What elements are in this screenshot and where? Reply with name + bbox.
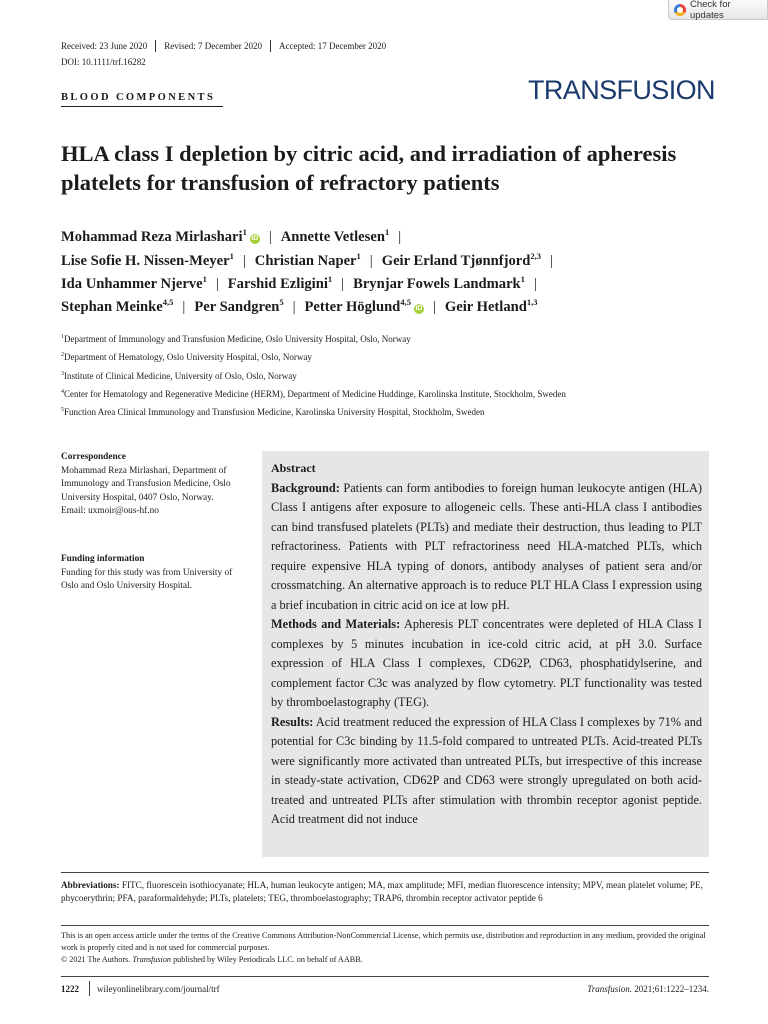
author-line-3: [61, 276, 701, 293]
section-heading: BLOOD COMPONENTS: [61, 92, 216, 103]
divider: |: [268, 229, 272, 245]
abstract-results-text: Acid treatment reduced the expression of HLA Class I complexes by 71% and potential for C3c binding by 11.5-fold compared to untreated PLTs. Acid-treated PLTs were significantly more activated than untreated PLTs, but irrespective of this increase in steady-state activation, CD62P and CD63 were strongly upregulated on both acid-treated and untreated PLTs after stimulation with thrombin receptor agonist peptide. Acid treatment did not induce: [271, 714, 702, 826]
author-name[interactable]: Geir Erland Tjønnfjord: [381, 253, 531, 269]
copyright-prefix: © 2021 The Authors.: [61, 955, 131, 964]
abbreviations-text: FITC, fluorescein isothiocyanate; HLA, human leukocyte antigen; MA, max amplitude; MFI, median fluorescence intensity; MPV, mean platelet volume; PE, phycoerythrin; PFA, paraformaldehyde; PLTs, platelets; TEG, thromboelastography; TRAP6, thrombin receptor activator peptide 6: [61, 880, 703, 903]
divider: |: [432, 299, 436, 315]
article-dates: [61, 40, 386, 52]
affiliation: [61, 334, 411, 344]
divider: |: [369, 253, 373, 269]
affiliation-number: 3: [61, 371, 64, 377]
affiliation-text: Department of Immunology and Transfusion Medicine, Oslo University Hospital, Oslo, Norway: [64, 334, 411, 344]
abbreviations-label: Abbreviations:: [61, 880, 120, 890]
abstract-methods: [271, 615, 702, 713]
copyright-journal: Transfusion: [132, 955, 172, 964]
divider: |: [533, 276, 537, 292]
author-line-1: [61, 229, 701, 246]
author-name[interactable]: Mohammad Reza Mirlashari: [61, 229, 243, 245]
orcid-icon[interactable]: iD: [415, 305, 423, 312]
affiliation-text: Function Area Clinical Immunology and Transfusion Medicine, Karolinska University Hospital, Stockholm, Sweden: [64, 407, 485, 417]
license-rule: [61, 925, 709, 926]
author-affiliation: 5: [279, 297, 284, 308]
author-name[interactable]: Brynjar Fowels Landmark: [353, 276, 521, 292]
received-date: Received: 23 June 2020: [61, 41, 148, 51]
divider: |: [341, 276, 345, 292]
author-affiliation: 1: [242, 227, 247, 238]
abstract-methods-label: Methods and Materials:: [271, 617, 401, 631]
affiliation-text: Center for Hematology and Regenerative Medicine (HERM), Department of Medicine Huddinge, Karolinska Institute, Stockholm, Sweden: [64, 389, 566, 399]
affiliation-number: 1: [61, 334, 64, 340]
citation: [500, 984, 709, 994]
author-name[interactable]: Ida Unhammer Njerve: [61, 276, 203, 292]
funding-heading: Funding information: [61, 554, 145, 564]
journal-logo: TRANSFUSION: [528, 75, 715, 105]
author-name[interactable]: Annette Vetlesen: [280, 229, 385, 245]
copyright-line: [61, 954, 709, 966]
author-affiliation: 1,3: [526, 297, 538, 308]
abstract-results: [271, 713, 702, 830]
author-affiliation: 1: [202, 274, 207, 285]
license-text: This is an open access article under the terms of the Creative Commons Attribution-NonCommercial License, which permits use, distribution and reproduction in any medium, provided the original work is properly cited and is not used for commercial purposes.: [61, 931, 706, 952]
license: [61, 930, 709, 966]
affiliation-number: 4: [61, 389, 64, 395]
divider: |: [550, 253, 553, 269]
divider: [89, 981, 90, 996]
abstract-background-text: Patients can form antibodies to foreign human leukocyte antigen (HLA) Class I antigens after exposure to allogeneic cells. These anti-HLA class I antibodies can bind transfused platelets (PLTs) and mediate their destruction, thus leading to PLT refractoriness. Patients with PLT refractoriness need HLA-matched PLTs, which require expensive HLA typing of donors, antibody analyses of patient sera and/or crossmatching. An alternative approach is to reduce PLT HLA Class I expression using a brief incubation in citric acid on ice at low pH.: [271, 480, 702, 612]
author-affiliation: 2,3: [530, 251, 542, 262]
check-for-updates-label: Check for updates: [689, 0, 731, 21]
section-rule: [61, 106, 223, 107]
copyright-suffix: published by Wiley Periodicals LLC. on behalf of AABB.: [173, 955, 363, 964]
accepted-date: Accepted: 17 December 2020: [278, 41, 387, 51]
author-affiliation: 1: [520, 274, 525, 285]
funding-text: Funding for this study was from University of Oslo and Oslo University Hospital.: [61, 567, 233, 591]
correspondence-text: Mohammad Reza Mirlashari, Department of Immunology and Transfusion Medicine, Oslo University Hospital, 0407 Oslo, Norway.: [61, 465, 231, 503]
author-affiliation: 1: [384, 227, 390, 238]
affiliation: [61, 371, 297, 381]
abstract-background-label: Background:: [271, 480, 340, 495]
article-title: HLA class I depletion by citric acid, and irradiation of apheresis platelets for transfusion of refractory patients: [61, 141, 677, 195]
revised-date: Revised: 7 December 2020: [164, 41, 262, 51]
divider: |: [242, 253, 246, 269]
footer-rule: [61, 976, 709, 977]
affiliation: [61, 407, 484, 417]
author-affiliation: 4,5: [400, 297, 411, 308]
abstract-methods-text: Apheresis PLT concentrates were depleted of HLA Class I complexes by 5 minutes incubation in ice-cold citric acid, at pH 3.0. Surface expression of HLA Class I complexes, CD62P, CD63, phosphatidylserine, and complement factor C3c was analyzed by flow cytometry. PLT functionality was tested by thromboelastography (TEG).: [271, 617, 702, 709]
affiliation: [61, 389, 566, 399]
abstract-background: [271, 479, 702, 616]
divider: [270, 40, 271, 52]
abbreviations: [61, 879, 709, 905]
author-name[interactable]: Stephan Meinke: [61, 299, 163, 315]
affiliation-text: Department of Hematology, Oslo University Hospital, Oslo, Norway: [64, 352, 312, 362]
affiliation-number: 5: [61, 407, 64, 413]
correspondence: [61, 451, 251, 519]
author-affiliation: 1: [356, 251, 361, 262]
orcid-icon[interactable]: iD: [251, 235, 259, 242]
author-affiliation: 4,5: [162, 297, 174, 308]
divider: [155, 40, 156, 52]
abstract-results-label: Results:: [271, 714, 314, 729]
author-affiliation: 1: [229, 251, 234, 262]
author-name[interactable]: Petter Höglund: [304, 299, 401, 315]
divider: |: [292, 299, 296, 315]
doi[interactable]: DOI: 10.1111/trf.16282: [61, 57, 146, 67]
divider: |: [215, 276, 219, 292]
author-name[interactable]: Christian Naper: [254, 253, 357, 269]
affiliation: [61, 352, 312, 362]
citation-details: 2021;61:1222–1234.: [634, 984, 709, 994]
author-affiliation: 1: [327, 274, 333, 285]
check-for-updates-button[interactable]: [668, 0, 768, 20]
author-line-4: [61, 299, 701, 316]
divider: |: [398, 229, 402, 245]
author-name[interactable]: Geir Hetland: [444, 299, 527, 315]
author-name[interactable]: Lise Sofie H. Nissen-Meyer: [61, 253, 230, 269]
crossmark-icon: [674, 4, 686, 16]
affiliation-number: 2: [61, 352, 64, 358]
divider: |: [182, 299, 186, 315]
author-name[interactable]: Farshid Ezligini: [227, 276, 328, 292]
correspondence-email[interactable]: Email: uxmoir@ous-hf.no: [61, 506, 159, 516]
correspondence-heading: Correspondence: [61, 452, 126, 462]
citation-journal: Transfusion.: [587, 984, 632, 994]
abstract-heading: Abstract: [271, 461, 316, 475]
page-number: 1222: [61, 984, 79, 994]
affiliation-text: Institute of Clinical Medicine, University of Oslo, Oslo, Norway: [64, 371, 297, 381]
abstract: [271, 459, 702, 830]
footnote-rule: [61, 872, 709, 873]
author-name[interactable]: Per Sandgren: [194, 299, 280, 315]
author-line-2: [61, 253, 701, 270]
funding: [61, 553, 251, 594]
journal-url[interactable]: wileyonlinelibrary.com/journal/trf: [97, 984, 220, 994]
